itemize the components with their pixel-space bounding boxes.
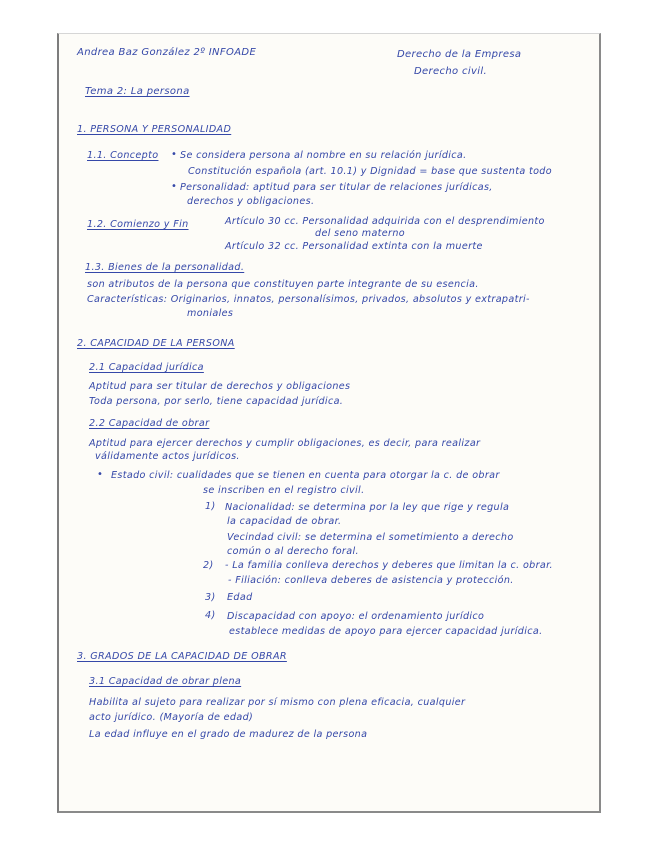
text-line: moniales: [187, 308, 234, 319]
text-line: Habilita al sujeto para realizar por sí mismo con plena eficacia, cualquier: [89, 697, 466, 708]
bullet: •: [97, 469, 103, 480]
section-2-title: 2. CAPACIDAD DE LA PERSONA: [77, 338, 235, 349]
section-3-1-label: 3.1 Capacidad de obrar plena: [89, 676, 242, 687]
text-line: Se considera persona al nombre en su relación jurídica.: [180, 150, 467, 161]
list-number: 1): [205, 501, 216, 512]
text-line: Edad: [227, 592, 253, 603]
text-line: son atributos de la persona que constituyen parte integrante de su esencia.: [87, 279, 479, 290]
text-line: Personalidad: aptitud para ser titular de relaciones jurídicas,: [180, 182, 493, 193]
text-line: se inscriben en el registro civil.: [203, 485, 365, 496]
section-2-1-label: 2.1 Capacidad jurídica: [89, 362, 204, 373]
subject-title: Derecho de la Empresa: [397, 49, 522, 60]
text-line: - La familia conlleva derechos y deberes que limitan la c. obrar.: [225, 560, 553, 571]
section-3-title: 3. GRADOS DE LA CAPACIDAD DE OBRAR: [77, 651, 287, 662]
section-1-2-label: 1.2. Comienzo y Fin: [87, 219, 189, 230]
text-line: Nacionalidad: se determina por la ley que rige y regula: [225, 502, 510, 513]
text-line: Toda persona, por serlo, tiene capacidad jurídica.: [89, 396, 344, 407]
text-line: Aptitud para ser titular de derechos y obligaciones: [89, 381, 351, 392]
text-line: Características: Originarios, innatos, personalísimos, privados, absolutos y extrapatri-: [87, 294, 530, 305]
text-line: del seno materno: [315, 228, 405, 239]
text-line: La edad influye en el grado de madurez de la persona: [89, 729, 368, 740]
text-line: - Filiación: conlleva deberes de asistencia y protección.: [228, 575, 514, 586]
text-line: derechos y obligaciones.: [187, 196, 315, 207]
text-line: Artículo 30 cc. Personalidad adquirida con el desprendimiento: [225, 216, 545, 227]
text-line: Vecindad civil: se determina el sometimiento a derecho: [227, 532, 514, 543]
subject-subtitle: Derecho civil.: [414, 66, 488, 77]
text-line: Estado civil: cualidades que se tienen en cuenta para otorgar la c. de obrar: [111, 470, 500, 481]
bullet: •: [171, 181, 177, 192]
list-number: 2): [203, 560, 214, 571]
section-1-1-label: 1.1. Concepto: [87, 150, 159, 161]
section-2-2-label: 2.2 Capacidad de obrar: [89, 418, 210, 429]
list-number: 4): [205, 610, 216, 621]
text-line: Discapacidad con apoyo: el ordenamiento jurídico: [227, 611, 485, 622]
text-line: Aptitud para ejercer derechos y cumplir obligaciones, es decir, para realizar: [89, 438, 481, 449]
text-line: válidamente actos jurídicos.: [95, 451, 240, 462]
section-1-3-label: 1.3. Bienes de la personalidad.: [85, 262, 245, 273]
text-line: Artículo 32 cc. Personalidad extinta con la muerte: [225, 241, 483, 252]
bullet: •: [171, 149, 177, 160]
list-number: 3): [205, 592, 216, 603]
text-line: acto jurídico. (Mayoría de edad): [89, 712, 254, 723]
section-1-title: 1. PERSONA Y PERSONALIDAD: [77, 124, 232, 135]
text-line: común o al derecho foral.: [227, 546, 359, 557]
tema-title: Tema 2: La persona: [85, 86, 190, 97]
text-line: la capacidad de obrar.: [227, 516, 342, 527]
text-line: Constitución española (art. 10.1) y Dignidad = base que sustenta todo: [188, 166, 552, 177]
text-line: establece medidas de apoyo para ejercer capacidad jurídica.: [229, 626, 543, 637]
author-line: Andrea Baz González 2º INFOADE: [77, 47, 257, 58]
